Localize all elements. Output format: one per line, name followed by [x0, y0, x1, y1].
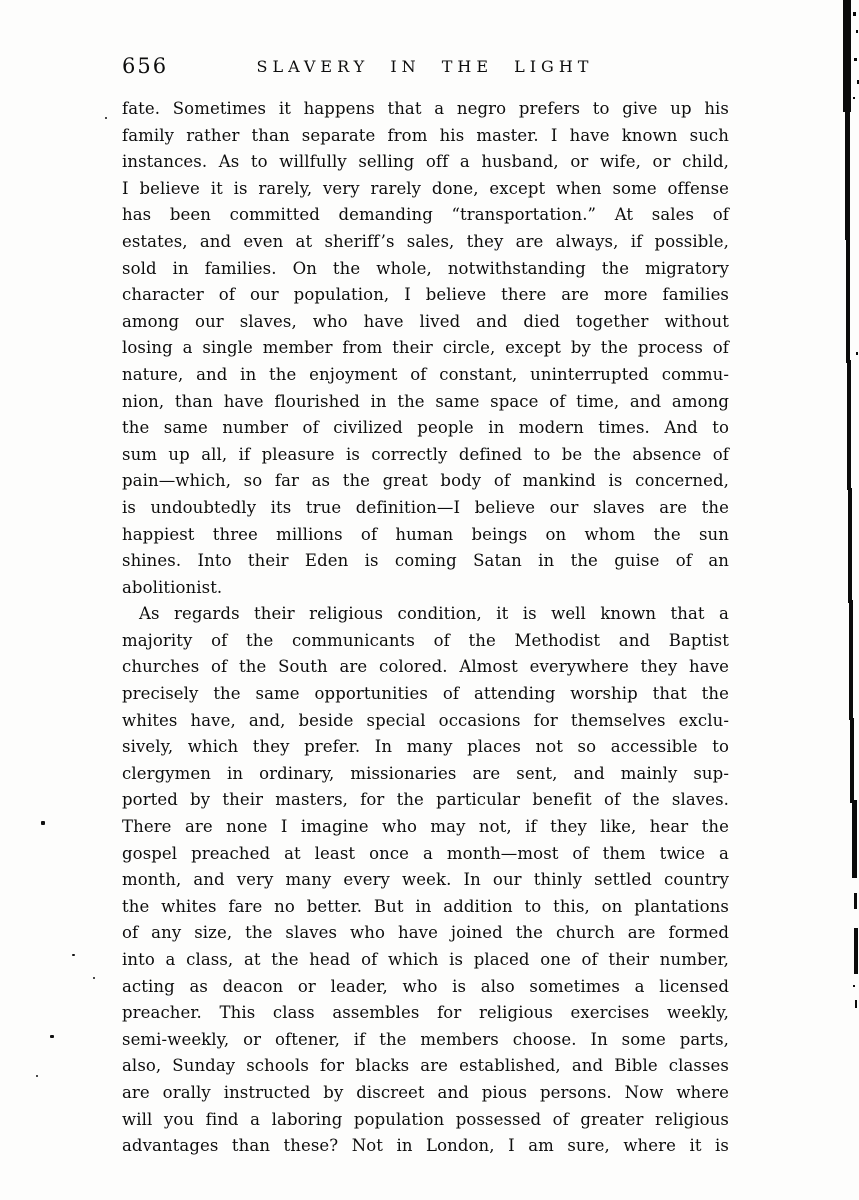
scan-speckle [93, 977, 95, 979]
text-line: character of our population, I believe there are more families [122, 285, 729, 305]
text-line: semi-weekly, or oftener, if the members choose. In some parts, [122, 1029, 729, 1049]
text-line: pain—which, so far as the great body of mankind is concerned, [122, 471, 729, 491]
text-line: are orally instructed by discreet and pious persons. Now where [122, 1082, 729, 1102]
text-line: acting as deacon or leader, who is also sometimes a licensed [122, 976, 729, 996]
text-line: happiest three millions of human beings on whom the sun [122, 524, 729, 544]
scan-speckle [41, 821, 45, 825]
text-line: preacher. This class assembles for religious exercises weekly, [122, 1003, 729, 1023]
text-line: instances. As to willfully selling off a husband, or wife, or child, [122, 152, 729, 172]
text-line: fate. Sometimes it happens that a negro prefers to give up his [122, 99, 729, 118]
text-line: As regards their religious condition, it is well known that a [139, 604, 729, 624]
text-line: is undoubtedly its true definition—I believe our slaves are the [122, 497, 729, 517]
text-line: clergymen in ordinary, missionaries are sent, and mainly sup- [122, 763, 729, 783]
text-line: family rather than separate from his master. I have known such [122, 125, 729, 145]
text-line: sum up all, if pleasure is correctly defined to be the absence of [122, 444, 729, 464]
text-line: gospel preached at least once a month—most of them twice a [122, 843, 729, 863]
text-line: abolitionist. [122, 577, 223, 597]
text-line: nature, and in the enjoyment of constant, uninterrupted commu- [122, 364, 729, 384]
text-line: churches of the South are colored. Almost everywhere they have [122, 657, 729, 677]
text-line: also, Sunday schools for blacks are established, and Bible classes [122, 1056, 729, 1076]
text-line: losing a single member from their circle, except by the process of [122, 338, 729, 358]
text-line: nion, than have flourished in the same space of time, and among [122, 391, 729, 411]
text-line: I believe it is rarely, very rarely done, except when some offense [122, 178, 729, 198]
text-line: ported by their masters, for the particular benefit of the slaves. [122, 790, 729, 810]
body-text [122, 96, 729, 1160]
page-number: 656 [122, 54, 169, 78]
page-header [122, 54, 728, 82]
text-line: the whites fare no better. But in addition to this, on plantations [122, 896, 729, 916]
text-line: whites have, and, beside special occasions for themselves exclu- [122, 710, 729, 730]
scan-speckle [105, 117, 107, 119]
text-line: the same number of civilized people in modern times. And to [122, 418, 729, 438]
running-title: SLAVERY IN THE LIGHT [256, 57, 594, 76]
text-line: has been committed demanding “transportation.” At sales of [122, 205, 729, 225]
text-line: will you find a laboring population possessed of greater religious [122, 1109, 729, 1129]
text-line: precisely the same opportunities of attending worship that the [122, 684, 729, 704]
text-line: sold in families. On the whole, notwithstanding the migratory [122, 258, 729, 278]
text-line: into a class, at the head of which is placed one of their number, [122, 950, 729, 969]
text-line: month, and very many every week. In our thinly settled country [122, 870, 729, 890]
scan-speckle [36, 1075, 38, 1077]
scan-speckle [72, 954, 75, 956]
text-line: among our slaves, who have lived and died together without [122, 311, 729, 331]
text-line: shines. Into their Eden is coming Satan in the guise of an [122, 551, 729, 571]
text-line: of any size, the slaves who have joined the church are formed [122, 923, 729, 943]
text-line: estates, and even at sheriff’s sales, they are always, if possible, [122, 231, 729, 251]
text-line: majority of the communicants of the Methodist and Baptist [122, 630, 729, 650]
text-line: sively, which they prefer. In many places not so accessible to [122, 737, 729, 757]
scan-speckle [50, 1035, 54, 1038]
text-line: advantages than these? Not in London, I am sure, where it is [122, 1136, 729, 1156]
text-line: There are none I imagine who may not, if they like, hear the [122, 817, 729, 837]
